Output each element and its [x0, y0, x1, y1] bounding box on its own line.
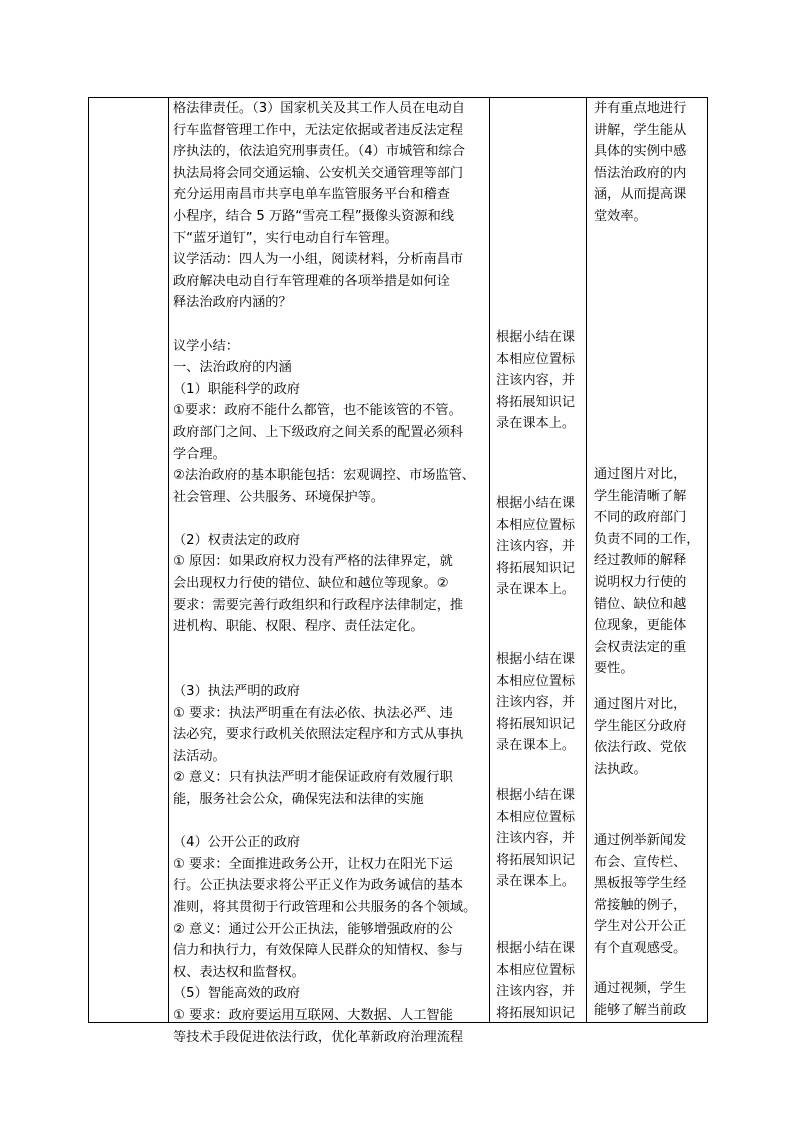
- design-note-block: [594, 98, 686, 228]
- content-line: （3）执法严明的政府: [173, 684, 301, 700]
- design-note-line: 黑板报等学生经: [594, 876, 687, 892]
- student-note-block: [496, 327, 575, 435]
- blank-line: [173, 638, 485, 660]
- student-note-line: 录在课本上。: [496, 874, 576, 890]
- design-note-line: 并有重点地进行: [594, 101, 687, 116]
- content-line: 议学活动：四人为一小组，阅读材料，分析南昌市: [173, 252, 464, 268]
- design-note-line: 涵，从而提高课: [594, 187, 687, 203]
- design-note-block: [594, 978, 686, 1021]
- design-note-line: 有个直观感受。: [594, 940, 687, 956]
- content-line: 政府解决电动自行车管理难的各项举措是如何诠: [173, 273, 450, 289]
- content-line: 格法律责任。（3）国家机关及其工作人员在电动自: [173, 101, 465, 116]
- design-note-line: 错位、缺位和越: [594, 596, 687, 612]
- design-note-line: 法执政。: [594, 761, 647, 777]
- content-line: 等技术手段促进依法行政，优化革新政府治理流程: [173, 1029, 464, 1045]
- student-note-line: 注该内容，并: [496, 539, 576, 555]
- design-note-line: 学生能区分政府: [594, 718, 687, 734]
- content-line: ① 要求：政府要运用互联网、大数据、人工智能: [173, 1007, 453, 1023]
- student-note-line: 录在课本上。: [496, 416, 576, 432]
- content-line: 进机构、职能、权限、程序、责任法定化。: [173, 619, 424, 635]
- content-line: 法活动。: [173, 748, 226, 764]
- blank-line: [173, 508, 485, 530]
- student-note-line: 根据小结在课: [496, 330, 576, 345]
- design-note-line: 通过视频，学生: [594, 981, 687, 996]
- content-line: 权、表达权和监督权。: [173, 964, 305, 980]
- content-line: 一、法治政府的内涵: [173, 360, 292, 376]
- column-divider: [168, 98, 169, 1022]
- design-note-line: 说明权力行使的: [594, 574, 687, 590]
- student-note-block: [496, 493, 575, 601]
- content-line: （1）职能科学的政府: [173, 381, 301, 397]
- lesson-plan-table: [88, 97, 708, 1045]
- content-line: 下“蓝牙道钉”，实行电动自行车管理。: [173, 230, 398, 246]
- design-note-line: 悟法治政府的内: [594, 165, 687, 181]
- content-line: ② 意义：只有执法严明才能保证政府有效履行职: [173, 770, 453, 786]
- student-note-line: 录在课本上。: [496, 582, 576, 598]
- content-line: ① 要求：执法严明重在有法必依、执法必严、违: [173, 705, 453, 721]
- design-note-line: 学生对公开公正: [594, 919, 687, 935]
- design-note-line: 常接触的例子，: [594, 897, 687, 913]
- student-note-line: 将拓展知识记: [496, 852, 576, 868]
- content-line: （5）智能高效的政府: [173, 986, 301, 1002]
- student-note-line: 将拓展知识记: [496, 716, 576, 732]
- student-note-line: 注该内容，并: [496, 373, 576, 389]
- student-note-line: 本相应位置标: [496, 351, 576, 367]
- design-note-line: 会权责法定的重: [594, 639, 687, 655]
- student-note-line: 注该内容，并: [496, 695, 576, 711]
- blank-line: [173, 314, 485, 336]
- student-note-line: 将拓展知识记: [496, 560, 576, 576]
- content-line: （2）权责法定的政府: [173, 532, 301, 548]
- design-note-line: 具体的实例中感: [594, 144, 687, 160]
- student-note-block: [496, 649, 575, 757]
- student-note-line: 根据小结在课: [496, 788, 576, 803]
- student-note-line: 本相应位置标: [496, 517, 576, 533]
- student-note-line: 本相应位置标: [496, 673, 576, 689]
- student-note-line: 根据小结在课: [496, 941, 576, 956]
- content-line: 行。公正执法要求将公平正义作为政务诚信的基本: [173, 878, 464, 894]
- content-line: 准则，将其贯彻于行政管理和公共服务的各个领域。: [173, 899, 477, 915]
- design-note-line: 学生能清晰了解: [594, 488, 687, 504]
- design-note-line: 经过教师的解释: [594, 553, 687, 569]
- student-note-block: [496, 938, 575, 1024]
- design-note-line: 不同的政府部门: [594, 510, 687, 526]
- design-note-line: 位现象，更能体: [594, 618, 687, 634]
- content-line: 执法局将会同交通运输、公安机关交通管理等部门: [173, 165, 464, 181]
- content-line: 学合理。: [173, 446, 226, 462]
- column-divider: [586, 98, 587, 1022]
- student-note-line: 本相应位置标: [496, 962, 576, 978]
- content-line: ① 要求：全面推进政务公开，让权力在阳光下运: [173, 856, 453, 872]
- content-line: 政府部门之间、上下级政府之间关系的配置必须科: [173, 424, 464, 440]
- content-line: 要求：需要完善行政组织和行政程序法律制定，推: [173, 597, 464, 613]
- content-line: 小程序，结合 5 万路“雪亮工程”摄像头资源和线: [173, 208, 454, 224]
- teaching-content-column: [173, 98, 485, 1048]
- content-line: 信力和执行力，有效保障人民群众的知情权、参与: [173, 943, 464, 959]
- design-note-block: [594, 694, 686, 780]
- content-line: （4）公开公正的政府: [173, 835, 301, 851]
- content-line: 释法治政府内涵的？: [173, 295, 292, 311]
- design-note-line: 布会、宣传栏、: [594, 854, 687, 870]
- student-note-line: 将拓展知识记: [496, 1005, 576, 1021]
- student-note-line: 本相应位置标: [496, 809, 576, 825]
- content-line: ① 原因：如果政府权力没有严格的法律界定，就: [173, 554, 453, 570]
- design-note-line: 讲解，学生能从: [594, 122, 687, 138]
- student-note-line: 注该内容，并: [496, 831, 576, 847]
- content-line: 序执法的，依法追究刑事责任。（4）市城管和综合: [173, 144, 465, 160]
- design-note-line: 能够了解当前政: [594, 1002, 687, 1018]
- student-note-line: 录在课本上。: [496, 738, 576, 754]
- blank-line: [173, 659, 485, 681]
- content-line: 社会管理、公共服务、环境保护等。: [173, 489, 384, 505]
- content-line: ①要求：政府不能什么都管，也不能该管的不管。: [173, 403, 462, 419]
- design-note-line: 要性。: [594, 661, 634, 677]
- design-note-line: 通过图片对比，: [594, 467, 687, 482]
- student-note-line: 根据小结在课: [496, 496, 576, 511]
- column-divider: [489, 98, 490, 1022]
- student-note-block: [496, 785, 575, 893]
- design-note-line: 通过例举新闻发: [594, 833, 687, 848]
- student-note-line: 根据小结在课: [496, 652, 576, 667]
- content-line: 充分运用南昌市共享电单车监管服务平台和稽查: [173, 187, 450, 203]
- design-note-line: 通过图片对比，: [594, 697, 687, 712]
- design-note-line: 堂效率。: [594, 208, 647, 224]
- student-note-line: 注该内容，并: [496, 984, 576, 1000]
- student-note-line: 将拓展知识记: [496, 394, 576, 410]
- content-line: 议学小结：: [173, 338, 239, 354]
- content-line: ②法治政府的基本职能包括：宏观调控、市场监管、: [173, 468, 475, 484]
- content-line: ② 意义：通过公开公正执法，能够增强政府的公: [173, 921, 453, 937]
- design-note-block: [594, 464, 700, 680]
- content-line: 法必究，要求行政机关依照法定程序和方式从事执: [173, 727, 464, 743]
- design-note-line: 负责不同的工作，: [594, 531, 700, 547]
- design-note-line: 依法行政、党依: [594, 740, 687, 756]
- content-line: 行车监督管理工作中，无法定依据或者违反法定程: [173, 122, 464, 138]
- content-line: 能，服务社会公众，确保宪法和法律的实施: [173, 792, 424, 807]
- content-line: 会出现权力行使的错位、缺位和越位等现象。②: [173, 576, 449, 592]
- design-note-block: [594, 830, 686, 960]
- blank-line: [173, 811, 485, 833]
